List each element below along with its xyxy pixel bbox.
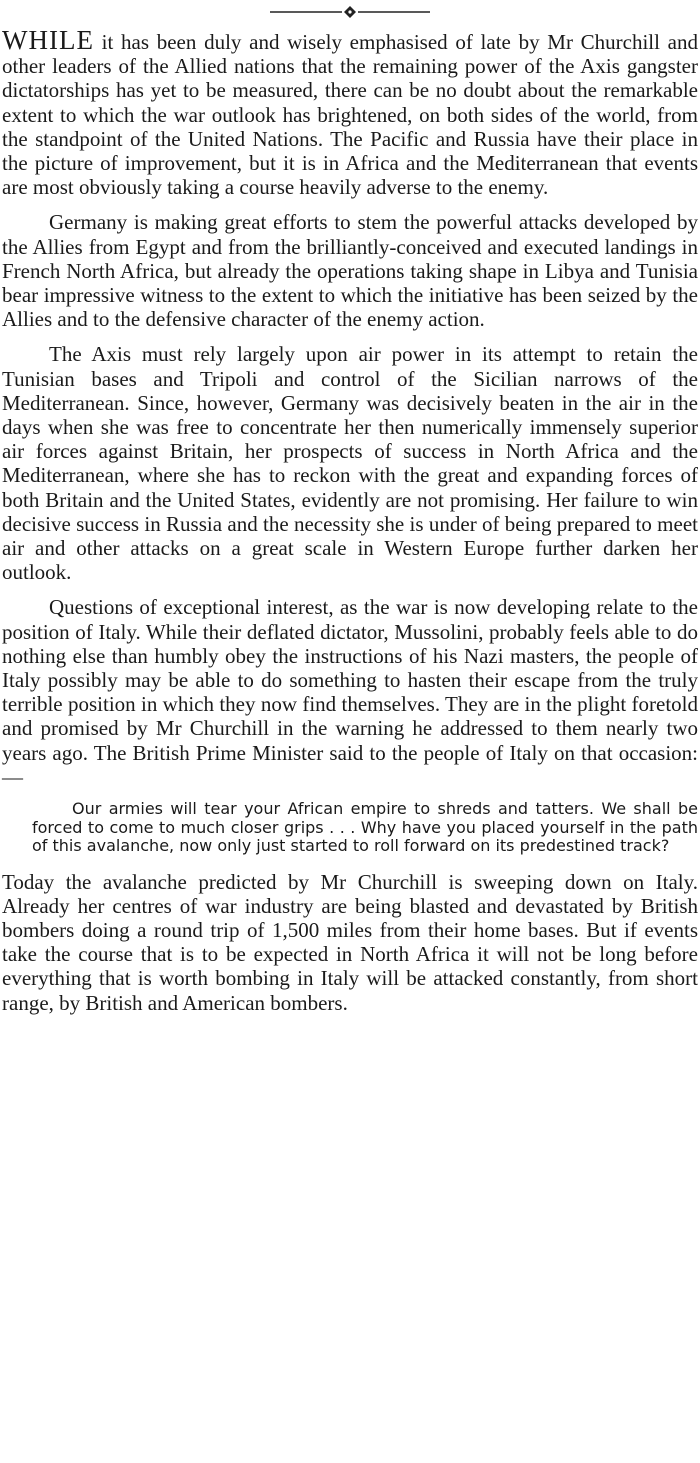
- editorial-column: [2, 25, 698, 1026]
- quote-text: Our armies will tear your African empire to shreds and tatters. We shall be forced to come to much closer grips . . . Why have you placed yourself in the path of this avalanche, now only just started to roll forward on its predestined track?: [32, 799, 698, 856]
- paragraph-1: [2, 25, 698, 200]
- paragraph-2: Germany is making great efforts to stem the powerful attacks developed by the Allies from Egypt and from the brilliantly-conceived and executed landings in French North Africa, but already the operations taking shape in Libya and Tunisia bear impressive witness to the extent to which the initiative has been seized by the Allies and to the defensive character of the enemy action.: [2, 210, 698, 332]
- paragraph-4: Questions of exceptional interest, as the war is now developing relate to the position of Italy. While their deflated dictator, Mussolini, probably feels able to do nothing else than humbly obey the instructions of his Nazi masters, the people of Italy possibly may be able to do something to hasten their escape from the truly terrible position in which they now find themselves. They are in the plight foretold and promised by Mr Churchill in the warning he addressed to them nearly two years ago. The British Prime Minister said to the people of Italy on that occasion:—: [2, 595, 698, 789]
- paragraph-1-text: it has been duly and wisely emphasised of late by Mr Churchill and other leaders of the Allied nations that the remaining power of the Axis gangster dictatorships has yet to be measured, there can be no doubt about the remarkable extent to which the war outlook has brightened, on both sides of the world, from the standpoint of the United Nations. The Pacific and Russia have their place in the picture of improvement, but it is in Africa and the Mediterranean that events are most obviously taking a course heavily adverse to the enemy.: [2, 30, 698, 200]
- section-divider-ornament: [270, 4, 430, 20]
- paragraph-5: Today the avalanche predicted by Mr Churchill is sweeping down on Italy. Already her centres of war industry are being blasted and devastated by British bombers doing a round trip of 1,500 miles from their home bases. But if events take the course that is to be expected in North Africa it will not be long before everything that is worth bombing in Italy will be attacked constantly, from short range, by British and American bombers.: [2, 869, 698, 1015]
- paragraph-3: The Axis must rely largely upon air power in its attempt to retain the Tunisian bases and Tripoli and control of the Sicilian narrows of the Mediterranean. Since, however, Germany was decisively beaten in the air in the days when she was free to concentrate her then numerically immensely superior air forces against Britain, her prospects of success in North Africa and the Mediterranean, where she has to reckon with the great and expanding forces of both Britain and the United States, evidently are not promising. Her failure to win decisive success in Russia and the necessity she is under of being prepared to meet air and other attacks on a great scale in Western Europe further darken her outlook.: [2, 342, 698, 585]
- lead-word: WHILE: [2, 25, 94, 55]
- churchill-quote: [32, 800, 698, 856]
